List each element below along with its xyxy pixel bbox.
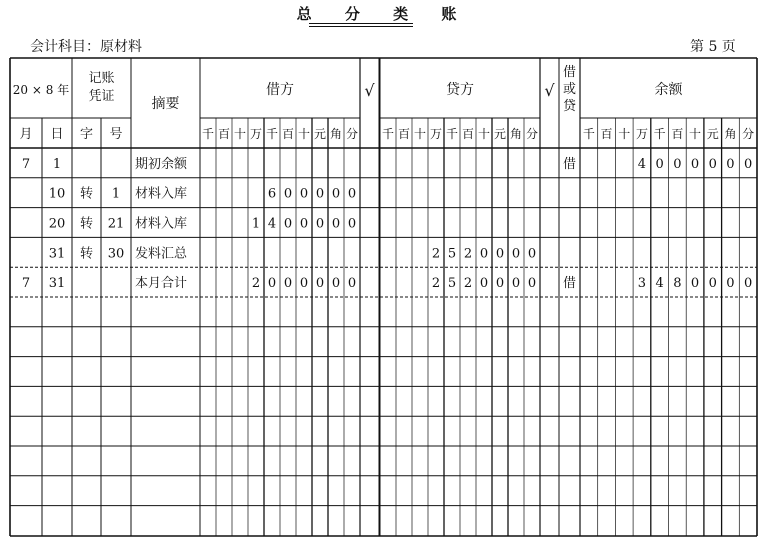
cell-debit-digit: 0 bbox=[331, 276, 341, 292]
header-direction-2: 或 bbox=[562, 82, 577, 97]
digit-unit-credit: 千 bbox=[445, 127, 459, 141]
cell-debit-digit: 0 bbox=[283, 186, 293, 202]
cell-credit-digit: 2 bbox=[431, 246, 441, 262]
header-check-debit: √ bbox=[364, 81, 375, 100]
page-number: 第 5 页 bbox=[690, 39, 736, 55]
cell-month: 7 bbox=[21, 276, 31, 292]
header-balance: 余额 bbox=[654, 82, 683, 98]
cell-debit-digit: 0 bbox=[315, 276, 325, 292]
digit-unit-balance: 百 bbox=[600, 127, 613, 141]
cell-debit-digit: 6 bbox=[267, 186, 277, 202]
cell-direction: 借 bbox=[562, 156, 577, 172]
cell-credit-digit: 0 bbox=[479, 276, 489, 292]
cell-debit-digit: 0 bbox=[331, 216, 341, 232]
cell-credit-digit: 0 bbox=[495, 276, 505, 292]
cell-debit-digit: 0 bbox=[315, 216, 325, 232]
cell-day: 10 bbox=[48, 186, 66, 202]
header-vno: 号 bbox=[109, 127, 123, 142]
digit-unit-debit: 分 bbox=[345, 127, 359, 141]
cell-debit-digit: 0 bbox=[283, 276, 293, 292]
cell-summary: 期初余额 bbox=[135, 156, 188, 172]
digit-unit-balance: 千 bbox=[582, 127, 595, 141]
digit-unit-debit: 百 bbox=[217, 127, 231, 141]
header-voucher-line1: 记账 bbox=[88, 71, 115, 86]
digit-unit-credit: 千 bbox=[381, 127, 395, 141]
cell-debit-digit: 0 bbox=[299, 186, 309, 202]
cell-vno: 30 bbox=[107, 246, 125, 262]
cell-vno: 1 bbox=[111, 186, 121, 202]
cell-credit-digit: 0 bbox=[495, 246, 505, 262]
cell-debit-digit: 0 bbox=[347, 186, 357, 202]
cell-direction: 借 bbox=[562, 276, 577, 292]
digit-unit-debit: 十 bbox=[297, 127, 311, 141]
header-vtype: 字 bbox=[79, 127, 94, 142]
header-direction-1: 借 bbox=[562, 65, 577, 80]
cell-debit-digit: 0 bbox=[347, 216, 357, 232]
cell-credit-digit: 0 bbox=[527, 276, 537, 292]
cell-vno: 21 bbox=[107, 216, 125, 232]
cell-vtype: 转 bbox=[79, 186, 94, 202]
cell-vtype: 转 bbox=[79, 216, 94, 232]
cell-debit-digit: 0 bbox=[315, 186, 325, 202]
cell-debit-digit: 0 bbox=[283, 216, 293, 232]
header-direction-3: 贷 bbox=[562, 99, 577, 114]
cell-balance-digit: 0 bbox=[655, 156, 664, 172]
digit-unit-credit: 百 bbox=[461, 127, 475, 141]
digit-unit-balance: 万 bbox=[635, 127, 648, 141]
cell-day: 31 bbox=[48, 276, 66, 292]
cell-balance-digit: 4 bbox=[637, 156, 647, 172]
ledger-title: 总 分 类 账 bbox=[296, 5, 471, 23]
cell-balance-digit: 8 bbox=[673, 276, 682, 292]
cell-day: 1 bbox=[52, 156, 62, 172]
cell-summary: 材料入库 bbox=[135, 186, 188, 202]
header-debit: 借方 bbox=[266, 82, 294, 98]
cell-debit-digit: 2 bbox=[251, 276, 261, 292]
cell-debit-digit: 0 bbox=[347, 276, 357, 292]
cell-balance-digit: 3 bbox=[637, 276, 647, 292]
digit-unit-debit: 百 bbox=[281, 127, 295, 141]
digit-unit-debit: 千 bbox=[265, 127, 279, 141]
cell-credit-digit: 5 bbox=[447, 246, 457, 262]
digit-unit-credit: 百 bbox=[397, 127, 411, 141]
cell-debit-digit: 0 bbox=[299, 216, 309, 232]
header-month: 月 bbox=[19, 127, 33, 142]
digit-unit-credit: 元 bbox=[493, 127, 507, 141]
cell-balance-digit: 0 bbox=[708, 276, 717, 292]
cell-credit-digit: 2 bbox=[463, 276, 473, 292]
digit-unit-credit: 十 bbox=[477, 127, 491, 141]
cell-balance-digit: 0 bbox=[744, 276, 753, 292]
cell-credit-digit: 0 bbox=[479, 246, 489, 262]
header-summary: 摘要 bbox=[151, 96, 180, 112]
cell-vtype: 转 bbox=[79, 246, 94, 262]
digit-unit-debit: 万 bbox=[249, 127, 263, 141]
cell-credit-digit: 0 bbox=[527, 246, 537, 262]
cell-day: 31 bbox=[48, 246, 66, 262]
digit-unit-balance: 十 bbox=[618, 127, 631, 141]
cell-balance-digit: 4 bbox=[655, 276, 664, 292]
cell-debit-digit: 0 bbox=[331, 186, 341, 202]
digit-unit-debit: 角 bbox=[329, 127, 343, 141]
cell-summary: 本月合计 bbox=[135, 276, 188, 292]
digit-unit-balance: 百 bbox=[671, 127, 684, 141]
digit-unit-balance: 角 bbox=[724, 127, 737, 141]
header-year: 20 × 8 年 bbox=[12, 83, 70, 97]
cell-summary: 发料汇总 bbox=[135, 246, 188, 262]
header-check-credit: √ bbox=[544, 81, 555, 100]
header-day: 日 bbox=[50, 127, 64, 142]
cell-balance-digit: 0 bbox=[690, 156, 700, 172]
cell-month: 7 bbox=[21, 156, 31, 172]
cell-debit-digit: 4 bbox=[267, 216, 277, 232]
digit-unit-balance: 分 bbox=[742, 127, 755, 141]
digit-unit-balance: 元 bbox=[706, 127, 719, 141]
digit-unit-credit: 万 bbox=[429, 127, 443, 141]
cell-credit-digit: 0 bbox=[511, 276, 521, 292]
header-credit: 贷方 bbox=[446, 82, 474, 98]
cell-balance-digit: 0 bbox=[690, 276, 700, 292]
cell-credit-digit: 2 bbox=[463, 246, 473, 262]
digit-unit-debit: 元 bbox=[313, 127, 327, 141]
digit-unit-balance: 十 bbox=[689, 127, 702, 141]
cell-balance-digit: 0 bbox=[673, 156, 682, 172]
cell-balance-digit: 0 bbox=[726, 276, 735, 292]
cell-debit-digit: 0 bbox=[267, 276, 277, 292]
digit-unit-debit: 十 bbox=[233, 127, 247, 141]
cell-credit-digit: 5 bbox=[447, 276, 457, 292]
account-subject: 会计科目：原材料 bbox=[30, 39, 142, 55]
header-voucher-line2: 凭证 bbox=[88, 89, 115, 104]
digit-unit-debit: 千 bbox=[201, 127, 215, 141]
digit-unit-balance: 千 bbox=[653, 127, 666, 141]
digit-unit-credit: 分 bbox=[525, 127, 539, 141]
cell-summary: 材料入库 bbox=[135, 216, 188, 232]
cell-debit-digit: 1 bbox=[251, 216, 261, 232]
cell-day: 20 bbox=[48, 216, 66, 232]
cell-balance-digit: 0 bbox=[744, 156, 753, 172]
cell-balance-digit: 0 bbox=[708, 156, 717, 172]
digit-unit-credit: 角 bbox=[509, 127, 523, 141]
cell-credit-digit: 0 bbox=[511, 246, 521, 262]
digit-unit-credit: 十 bbox=[413, 127, 427, 141]
cell-debit-digit: 0 bbox=[299, 276, 309, 292]
cell-credit-digit: 2 bbox=[431, 276, 441, 292]
cell-balance-digit: 0 bbox=[726, 156, 735, 172]
